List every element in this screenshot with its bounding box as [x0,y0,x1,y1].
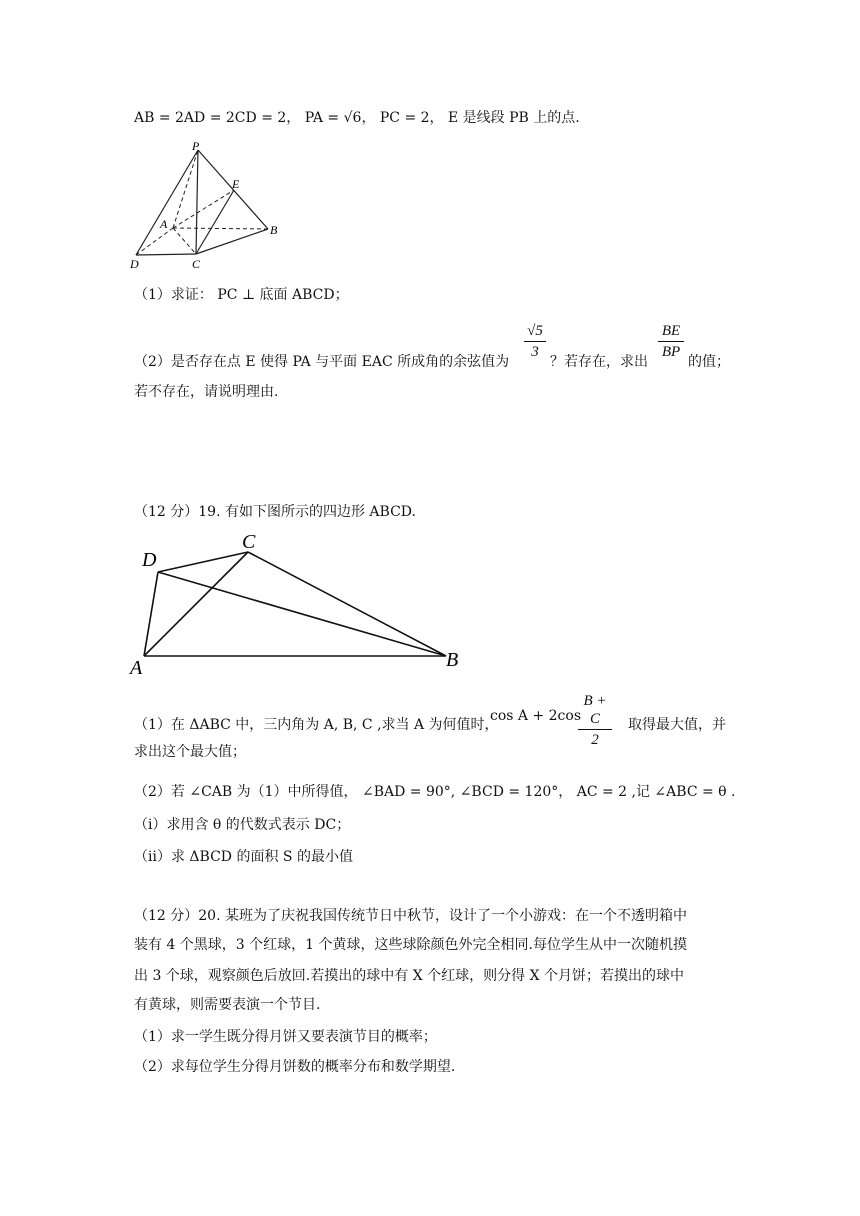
label-D: D [130,257,139,271]
frac3-num: B + C [583,693,607,727]
q20-part2: （2）求每位学生分得月饼数的概率分布和数学期望. [134,1059,456,1075]
q19-sub2: （ⅱ）求 ΔBCD 的面积 S 的最小值 [134,849,353,865]
quadrilateral-figure [128,528,473,680]
fraction-BC-over-2 [578,692,612,749]
label-A: A [160,217,168,231]
frac2-num: BE [661,323,681,339]
label-B2: B [446,649,459,671]
q20-line1: （12 分）20. 某班为了庆祝我国传统节日中秋节，设计了一个小游戏：在一个不透明箱中 [134,908,687,924]
frac1-den: 3 [531,344,539,360]
q19-part1-expr: cos A + 2cos [490,708,582,724]
label-P: P [192,139,200,153]
q18-part2-a: （2）是否存在点 E 使得 PA 与平面 EAC 所成角的余弦值为 [134,354,510,370]
q19-part1-c: 求出这个最大值； [134,744,246,760]
label-C2: C [242,531,256,553]
q20-part1: （1）求一学生既分得月饼又要表演节目的概率； [134,1029,437,1045]
q18-given-line: AB = 2AD = 2CD = 2， PA = √6， PC = 2， E 是线段 PB 上的点. [134,110,580,126]
frac3-den: 2 [591,732,599,748]
label-D2: D [142,549,157,571]
label-E: E [232,177,240,191]
q20-line3: 出 3 个球，观察颜色后放回.若摸出的球中有 X 个红球，则分得 X 个月饼；若摸出的球中 [134,968,684,984]
label-C: C [192,257,201,271]
q20-line4: 有黄球，则需要表演一个节目. [134,997,321,1013]
frac1-bar [524,341,546,342]
q20-line2: 装有 4 个黑球，3 个红球，1 个黄球，这些球除颜色外完全相同.每位学生从中一次随机摸 [134,937,687,953]
frac2-bar [658,341,684,342]
q19-sub1: （ⅰ）求用含 θ 的代数式表示 DC； [134,817,351,833]
q18-part2-b: ？若存在，求出 [550,354,648,370]
q19-part1-a: （1）在 ΔABC 中，三内角为 A, B, C ,求当 A 为何值时， [134,717,499,733]
fraction-BE-over-BP [658,322,684,361]
fraction-sqrt5-over-3 [524,322,546,361]
frac3-bar [578,729,612,730]
q18-part2-d: 若不存在，请说明理由. [134,384,279,400]
label-A2: A [130,657,143,679]
q19-part1-b: 取得最大值，并 [628,717,726,733]
label-B: B [270,223,278,237]
pyramid-figure [126,138,286,273]
q19-part2: （2）若 ∠CAB 为（1）中所得值， ∠BAD = 90°, ∠BCD = 120°， AC = 2 ,记 ∠ABC = θ . [134,784,736,800]
q19-header: （12 分）19. 有如下图所示的四边形 ABCD. [134,504,416,520]
frac2-den: BP [661,344,681,360]
frac1-num: √5 [527,323,543,339]
q18-part2-c: 的值； [688,354,730,370]
q18-part1: （1）求证： PC ⊥ 底面 ABCD； [134,287,349,303]
